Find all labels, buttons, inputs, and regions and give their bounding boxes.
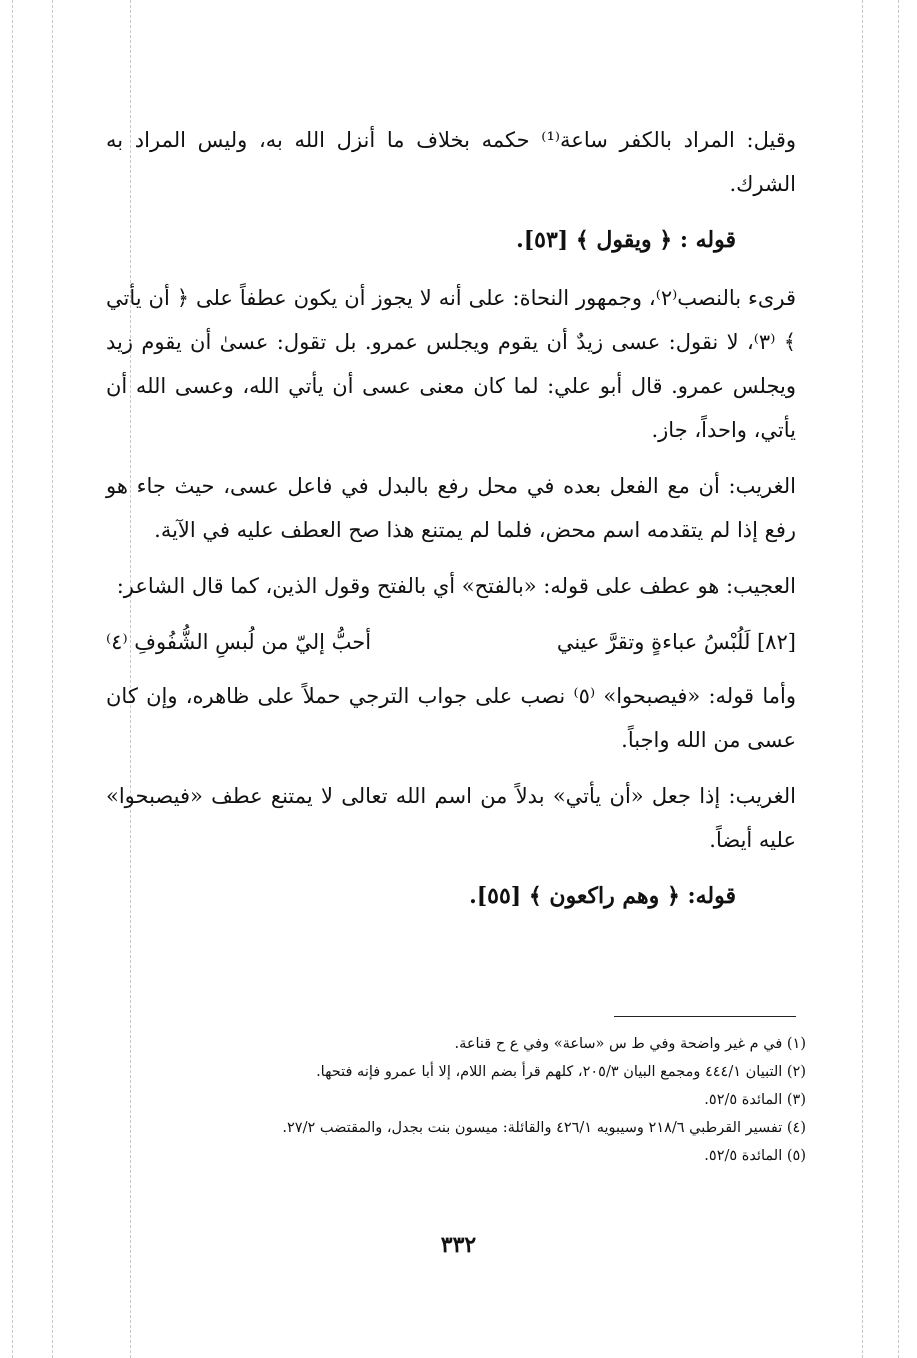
- quran-heading-2: قوله: ﴿ وهم راكعون ﴾ [٥٥].: [469, 883, 736, 909]
- paragraph-2: قرىء بالنصب⁽٢⁾، وجمهور النحاة: على أنه لا يجوز أن يكون عطفاً على ﴿ أن يأتي ﴾ ⁽٣⁾، لا نقول: عسى زيدٌ أن يقوم ويجلس عمرو. بل تقول: عسىٰ أن يقوم زيد ويجلس عمرو. قال أبو علي: لما كان معنى عسى أن يأتي الله، وعسى الله أن يأتي، واحداً، جاز.: [106, 286, 796, 442]
- footnote-separator: [614, 1016, 796, 1017]
- footnote-4: (٤) تفسير القرطبي ٢١٨/٦ وسيبويه ٤٢٦/١ والقائلة: ميسون بنت بجدل، والمقتضب ٢٧/٢.: [282, 1120, 806, 1136]
- main-text: [106, 118, 796, 932]
- scan-guide-line: [12, 0, 13, 1358]
- footnote-2: (٢) التبيان ٤٤٤/١ ومجمع البيان ٢٠٥/٣، كلهم قرأ بضم اللام، إلا أبا عمرو فإنه فتحها.: [316, 1064, 806, 1080]
- paragraph-4: العجيب: هو عطف على قوله: «بالفتح» أي بالفتح وقول الذين، كما قال الشاعر:: [116, 574, 796, 598]
- scan-guide-line: [52, 0, 53, 1358]
- paragraph-3: الغريب: أن مع الفعل بعده في محل رفع بالبدل في فاعل عسى، حيث جاء هو رفع إذا لم يتقدمه اسم محض، فلما لم يمتنع هذا صح العطف عليه في الآية.: [106, 474, 796, 542]
- scan-guide-line: [898, 0, 899, 1358]
- verse-second-hemistich: أحبُّ إليّ من لُبسِ الشُّفُوفِ ⁽٤⁾: [106, 630, 372, 654]
- footnotes: [106, 1030, 806, 1170]
- quran-heading-1: قوله : ﴿ ويقول ﴾ [٥٣].: [516, 227, 736, 253]
- paragraph-5: وأما قوله: «فيصبحوا» ⁽٥⁾ نصب على جواب الترجي حملاً على ظاهره، وإن كان عسى من الله واجباً.: [106, 684, 796, 752]
- scan-guide-line: [862, 0, 863, 1358]
- verse-first-hemistich: [٨٢] لَلُبْسُ عباءةٍ وتقرَّ عيني: [556, 630, 796, 654]
- footnote-5: (٥) المائدة ٥٢/٥.: [704, 1148, 806, 1164]
- paragraph-6: الغريب: إذا جعل «أن يأتي» بدلاً من اسم الله تعالى لا يمتنع عطف «فيصبحوا» عليه أيضاً.: [106, 784, 796, 852]
- footnote-3: (٣) المائدة ٥٢/٥.: [704, 1092, 806, 1108]
- poetry-verse: [106, 620, 796, 664]
- paragraph-1: وقيل: المراد بالكفر ساعة⁽¹⁾ حكمه بخلاف ما أنزل الله به، وليس المراد به الشرك.: [106, 128, 796, 196]
- page-number: ٣٣٢: [440, 1232, 477, 1258]
- footnote-1: (١) في م غير واضحة وفي ط س «ساعة» وفي ع ح قناعة.: [454, 1036, 806, 1052]
